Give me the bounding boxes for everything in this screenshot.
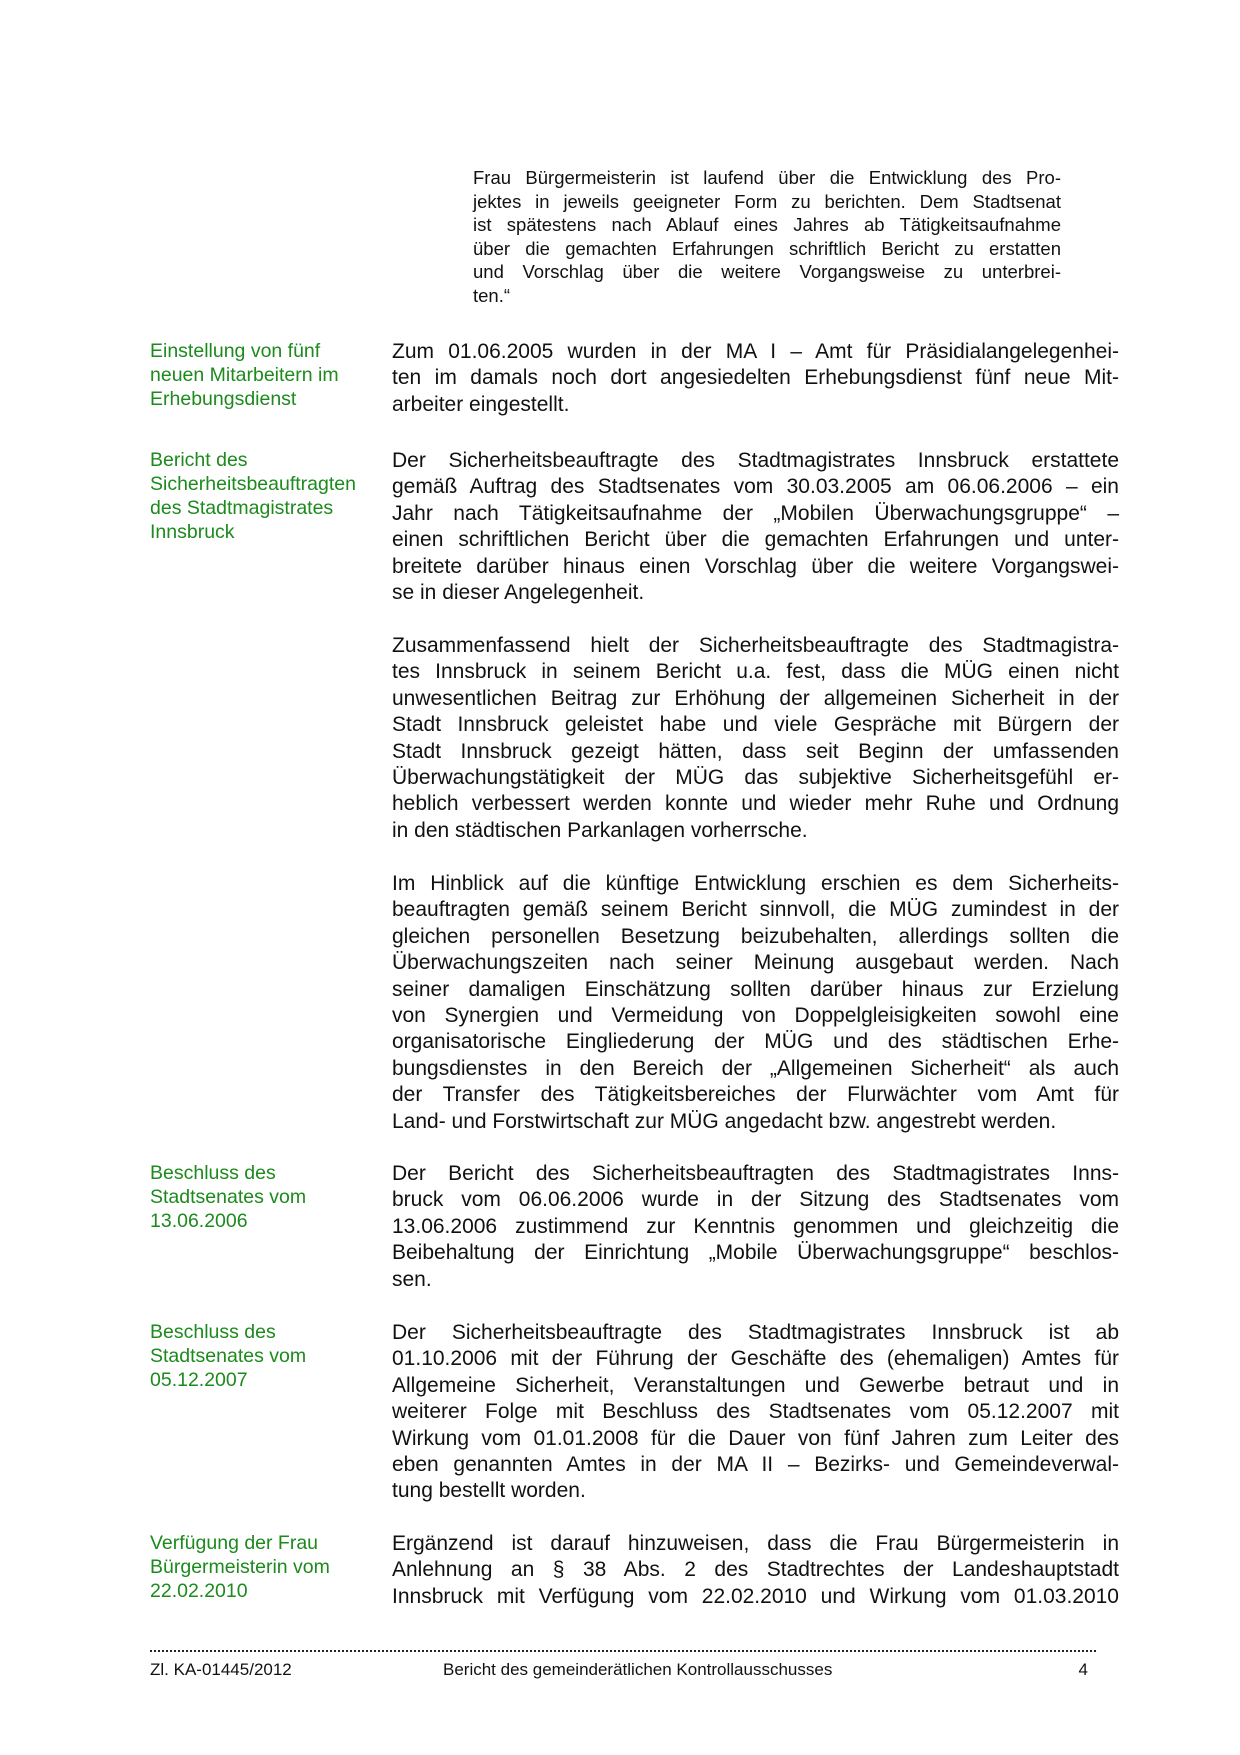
quote-line: jektes in jeweils geeigneter Form zu berichten. Dem Stadtsenat — [473, 190, 1061, 212]
body-line: weiterer Folge mit Beschluss des Stadtsenates vom 05.12.2007 mit — [392, 1400, 1119, 1424]
quote-line: über die gemachten Erfahrungen schriftlich Bericht zu erstatten — [473, 237, 1061, 259]
quote-line: ten.“ — [473, 284, 511, 306]
body-line: unwesentlichen Beitrag zur Erhöhung der allgemeinen Sicherheit in der — [392, 686, 1119, 710]
side-heading-line: Innsbruck — [150, 521, 235, 543]
side-heading-line: Erhebungsdienst — [150, 388, 297, 410]
side-heading-line: neuen Mitarbeitern im — [150, 364, 339, 386]
body-line: 01.10.2006 mit der Führung der Geschäfte des (ehemaligen) Amtes für — [392, 1347, 1119, 1371]
body-line: Jahr nach Tätigkeitsaufnahme der „Mobilen Überwachungsgruppe“ – — [392, 501, 1119, 525]
body-line: gemäß Auftrag des Stadtsenates vom 30.03.2005 am 06.06.2006 – ein — [392, 475, 1119, 499]
body-paragraph — [392, 1161, 1119, 1293]
side-heading — [150, 448, 375, 544]
body-line: 13.06.2006 zustimmend zur Kenntnis genommen und gleichzeitig die — [392, 1214, 1119, 1238]
body-line: Im Hinblick auf die künftige Entwicklung erschien es dem Sicherheits- — [392, 872, 1119, 895]
body-line: breitete darüber hinaus einen Vorschlag über die weitere Vorgangswei- — [392, 554, 1119, 578]
side-heading — [150, 1161, 375, 1233]
body-line: Allgemeine Sicherheit, Veranstaltungen und Gewerbe betraut und in — [392, 1373, 1119, 1397]
body-line: Überwachungstätigkeit der MÜG das subjektive Sicherheitsgefühl er- — [392, 766, 1119, 790]
side-heading-line: Stadtsenates vom — [150, 1186, 307, 1208]
body-line: tung bestellt worden. — [392, 1479, 586, 1503]
body-line: arbeiter eingestellt. — [392, 392, 570, 416]
body-paragraph — [392, 1531, 1119, 1610]
body-paragraph — [392, 448, 1119, 606]
body-line: Der Bericht des Sicherheitsbeauftragten des Stadtmagistrates Inns- — [392, 1162, 1119, 1185]
body-line: bruck vom 06.06.2006 wurde in der Sitzung des Stadtsenates vom — [392, 1188, 1119, 1212]
side-heading — [150, 1531, 375, 1603]
body-line: Ergänzend ist darauf hinzuweisen, dass die Frau Bürgermeisterin in — [392, 1532, 1119, 1555]
body-line: beauftragten gemäß seinem Bericht sinnvoll, die MÜG zumindest in der — [392, 898, 1119, 922]
body-line: der Transfer des Tätigkeitsbereiches der Flurwächter vom Amt für — [392, 1083, 1119, 1107]
body-line: Stadt Innsbruck geleistet habe und viele Gespräche mit Bürgern der — [392, 713, 1119, 737]
side-heading-line: des Stadtmagistrates — [150, 497, 334, 519]
quote-line: ist spätestens nach Ablauf eines Jahres ab Tätigkeitsaufnahme — [473, 214, 1061, 236]
body-line: ten im damals noch dort angesiedelten Erhebungsdienst fünf neue Mit- — [392, 366, 1119, 390]
body-line: Land- und Forstwirtschaft zur MÜG angedacht bzw. angestrebt werden. — [392, 1109, 1057, 1133]
side-heading-line: Sicherheitsbeauftragten — [150, 473, 356, 495]
side-heading-line: 05.12.2007 — [150, 1369, 248, 1391]
body-line: heblich verbessert werden konnte und wieder mehr Ruhe und Ordnung — [392, 792, 1119, 816]
footer-title: Bericht des gemeinderätlichen Kontrollausschusses — [443, 1660, 833, 1679]
body-line: gleichen personellen Besetzung beizubehalten, allerdings sollten die — [392, 924, 1119, 948]
body-line: seiner damaligen Einschätzung sollten darüber hinaus zur Erzielung — [392, 977, 1119, 1001]
side-heading — [150, 1320, 375, 1392]
body-paragraph — [392, 633, 1119, 844]
quote-line: und Vorschlag über die weitere Vorgangsweise zu unterbrei- — [473, 261, 1061, 283]
body-line: Stadt Innsbruck gezeigt hätten, dass seit Beginn der umfassenden — [392, 739, 1119, 763]
side-heading-line: Verfügung der Frau — [150, 1532, 319, 1554]
body-line: Zum 01.06.2005 wurden in der MA I – Amt für Präsidialangelegenhei- — [392, 340, 1119, 363]
body-line: von Synergien und Vermeidung von Doppelgleisigkeiten sowohl eine — [392, 1004, 1119, 1028]
body-paragraph — [392, 1320, 1119, 1505]
page-number: 4 — [1078, 1660, 1088, 1679]
side-heading-line: Bericht des — [150, 449, 248, 471]
quote-line: Frau Bürgermeisterin ist laufend über die Entwicklung des Pro- — [473, 167, 1061, 188]
side-heading-line: Stadtsenates vom — [150, 1345, 307, 1367]
body-line: Der Sicherheitsbeauftragte des Stadtmagistrates Innsbruck ist ab — [392, 1321, 1119, 1344]
body-line: bungsdienstes in den Bereich der „Allgemeinen Sicherheit“ als auch — [392, 1056, 1119, 1080]
side-heading-line: Einstellung von fünf — [150, 340, 321, 362]
body-line: Innsbruck mit Verfügung vom 22.02.2010 und Wirkung vom 01.03.2010 — [392, 1584, 1119, 1608]
footer-divider — [150, 1650, 1096, 1652]
side-heading-line: Beschluss des — [150, 1321, 276, 1343]
body-line: eben genannten Amtes in der MA II – Bezirks- und Gemeindeverwal- — [392, 1453, 1119, 1477]
body-line: Zusammenfassend hielt der Sicherheitsbeauftragte des Stadtmagistra- — [392, 634, 1119, 657]
side-heading-line: Bürgermeisterin vom — [150, 1556, 330, 1578]
body-line: Wirkung vom 01.01.2008 für die Dauer von fünf Jahren zum Leiter des — [392, 1426, 1119, 1450]
body-line: Anlehnung an § 38 Abs. 2 des Stadtrechtes der Landeshauptstadt — [392, 1558, 1119, 1582]
body-line: Der Sicherheitsbeauftragte des Stadtmagistrates Innsbruck erstattete — [392, 449, 1119, 472]
side-heading-line: 13.06.2006 — [150, 1210, 248, 1232]
body-line: se in dieser Angelegenheit. — [392, 581, 645, 605]
body-line: Beibehaltung der Einrichtung „Mobile Überwachungsgruppe“ beschlos- — [392, 1241, 1119, 1265]
side-heading-line: Beschluss des — [150, 1162, 276, 1184]
body-line: einen schriftlichen Bericht über die gemachten Erfahrungen und unter- — [392, 528, 1119, 552]
body-line: tes Innsbruck in seinem Bericht u.a. fest, dass die MÜG einen nicht — [392, 660, 1119, 684]
side-heading-line: 22.02.2010 — [150, 1580, 248, 1602]
quoted-resolution-text — [473, 166, 1061, 308]
body-line: in den städtischen Parkanlagen vorherrsche. — [392, 818, 808, 842]
document-reference: Zl. KA-01445/2012 — [150, 1660, 292, 1679]
body-line: Überwachungszeiten nach seiner Meinung ausgebaut werden. Nach — [392, 951, 1119, 975]
body-paragraph — [392, 871, 1119, 1135]
side-heading — [150, 339, 375, 411]
body-paragraph — [392, 339, 1119, 418]
body-line: organisatorische Eingliederung der MÜG und des städtischen Erhe- — [392, 1030, 1119, 1054]
body-line: sen. — [392, 1267, 432, 1291]
